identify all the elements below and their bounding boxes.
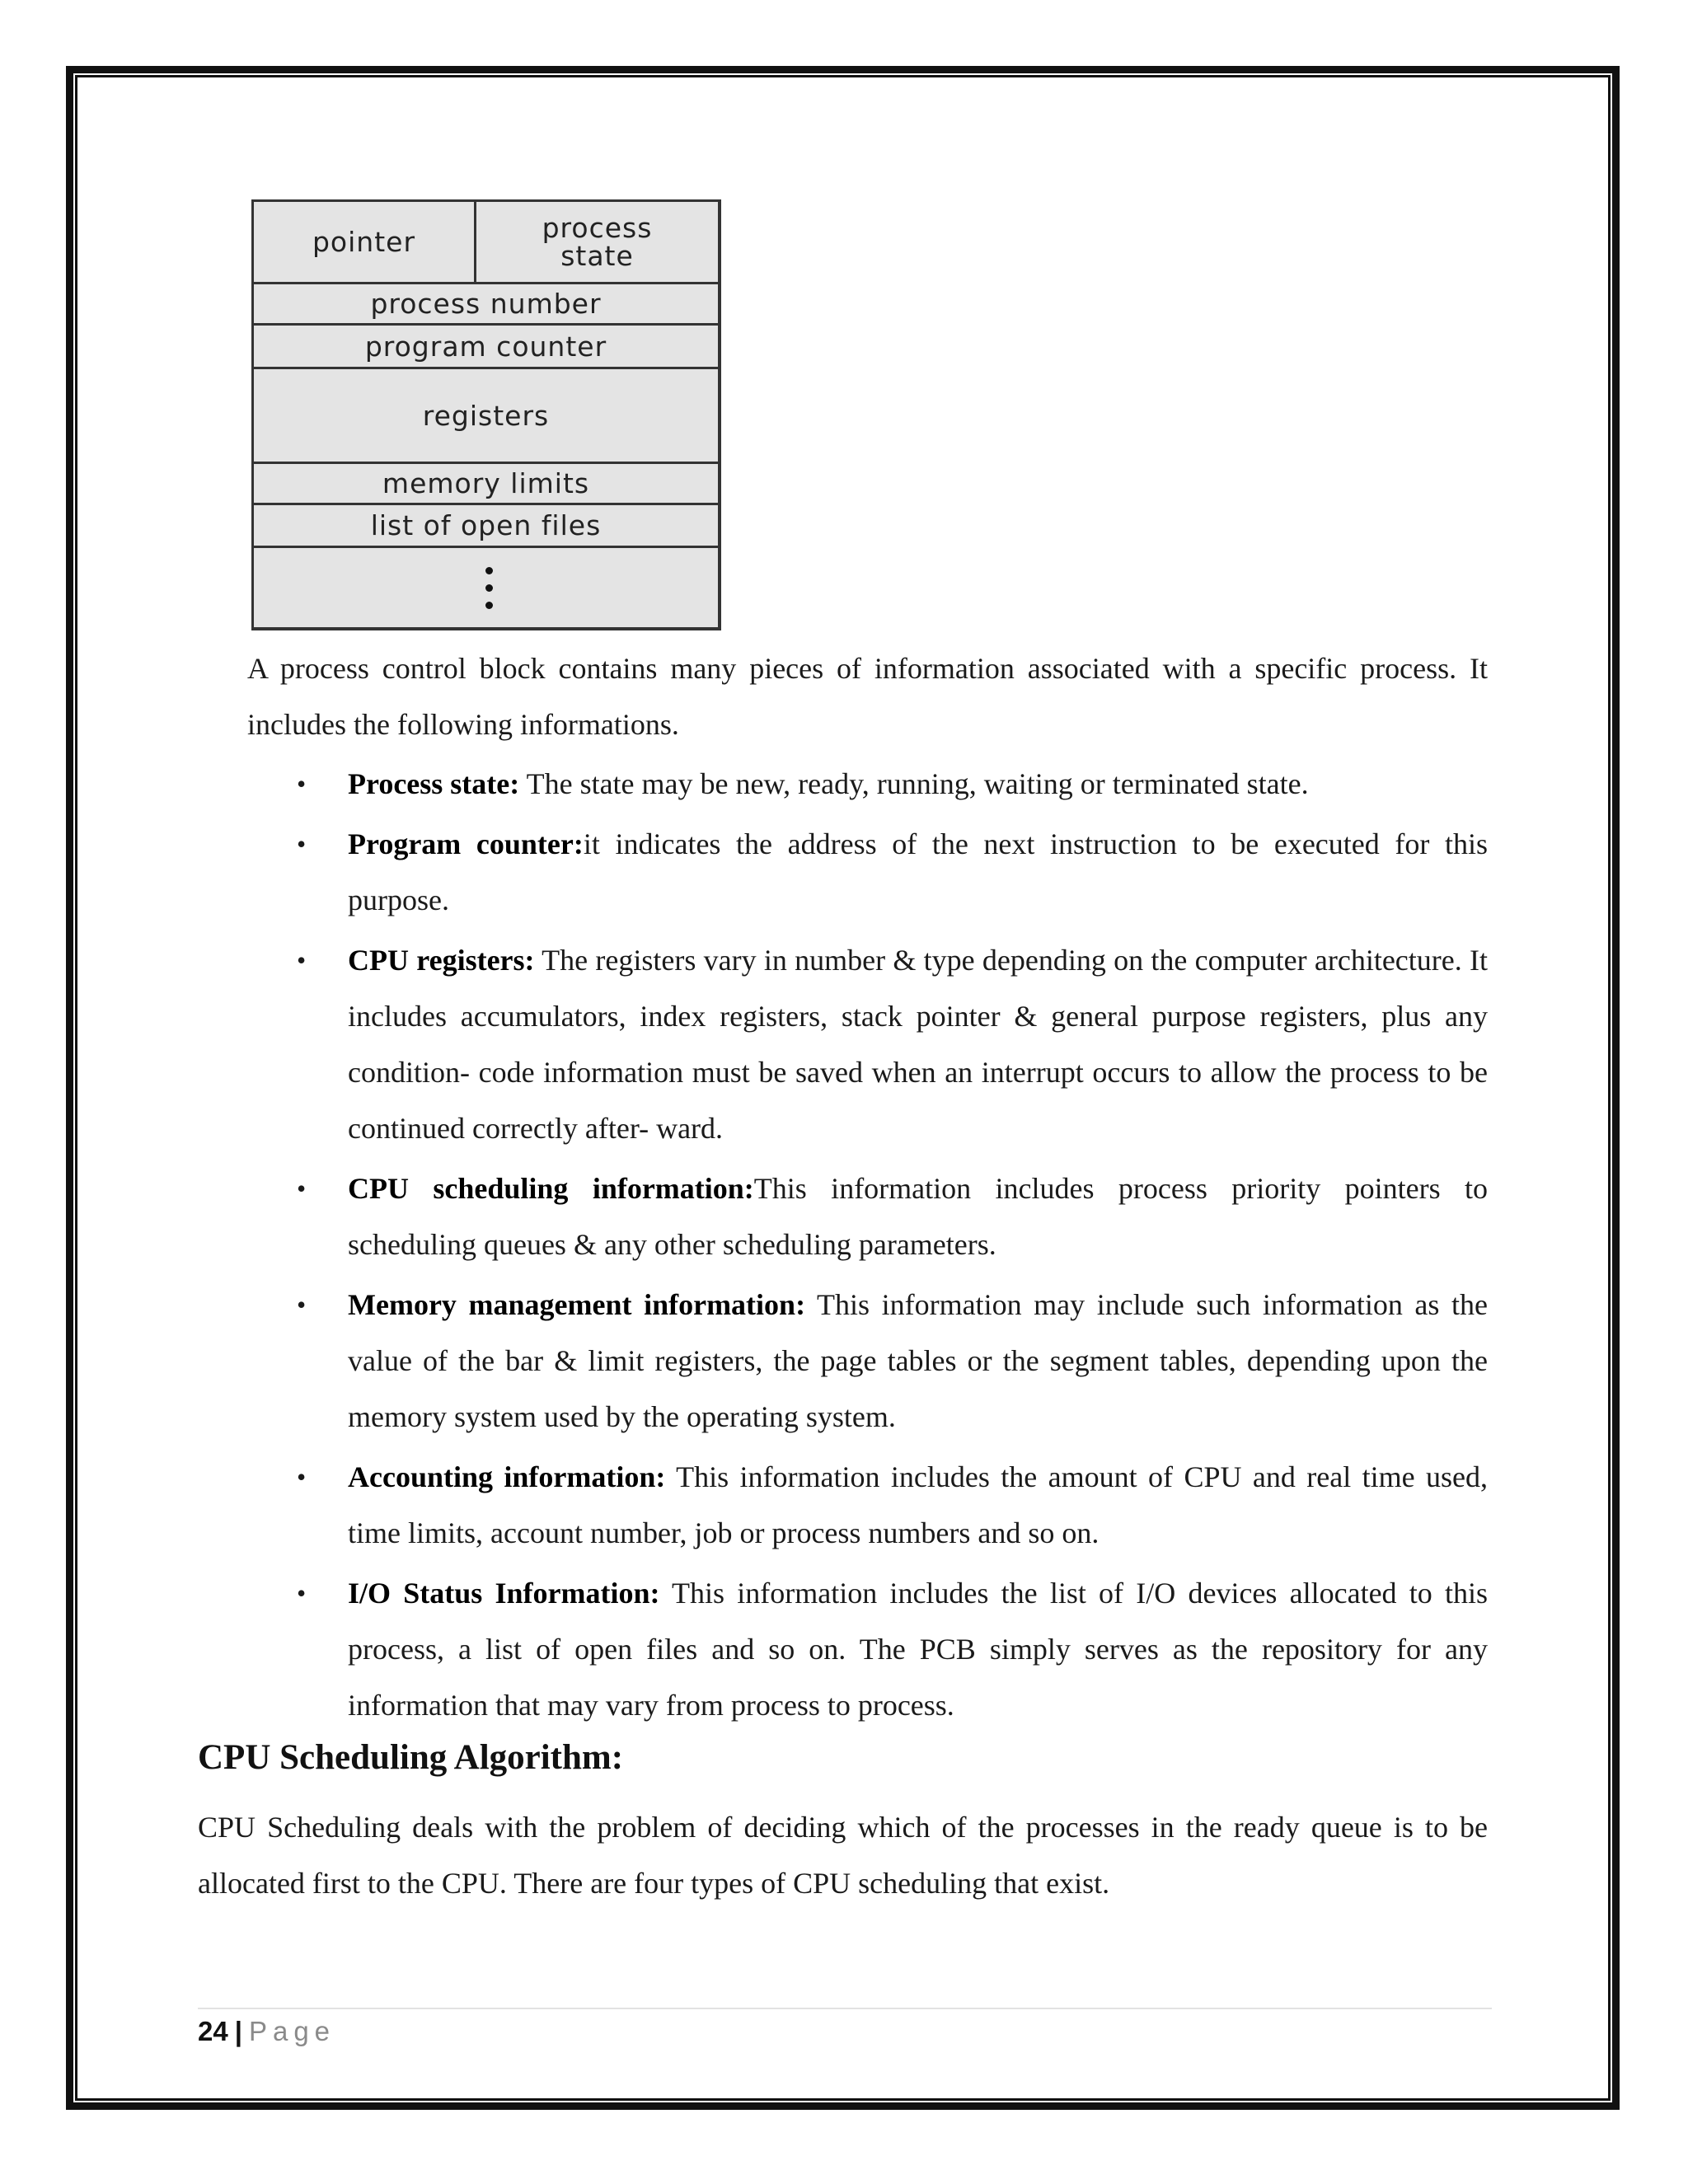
pcb-memory-limits: memory limits bbox=[254, 464, 718, 505]
item-text: The state may be new, ready, running, waiting or terminated state. bbox=[519, 767, 1309, 800]
item-term: Memory management information: bbox=[348, 1288, 806, 1321]
pcb-continuation bbox=[254, 548, 718, 627]
item-term: Accounting information: bbox=[348, 1460, 666, 1493]
footer-divider bbox=[198, 2008, 1492, 2009]
item-text: This information may include such information as the value of the bar & limit registers, the page tables or the segment tables, depending upon the memory system used by the operating system. bbox=[348, 1288, 1488, 1433]
list-item bbox=[251, 1565, 1488, 1733]
item-text: This information includes process priority pointers to scheduling queues & any other scheduling parameters. bbox=[348, 1172, 1488, 1261]
list-item bbox=[251, 756, 1488, 812]
list-item bbox=[251, 1277, 1488, 1445]
item-text: This information includes the list of I/O devices allocated to this process, a list of open files and so on. The PCB simply serves as the repository for any information that may vary from process to process. bbox=[348, 1577, 1489, 1722]
item-text: it indicates the address of the next instruction to be executed for this purpose. bbox=[348, 827, 1488, 916]
pcb-process-state: process state bbox=[542, 211, 653, 272]
pcb-row-pointer-state bbox=[254, 202, 718, 284]
bullet-icon: • bbox=[297, 945, 307, 975]
list-item bbox=[251, 816, 1488, 928]
ellipsis-icon bbox=[485, 567, 493, 609]
process-control-block-diagram bbox=[251, 199, 721, 630]
section-heading: CPU Scheduling Algorithm: bbox=[198, 1738, 624, 1777]
pcb-process-number: process number bbox=[254, 284, 718, 326]
footer-separator: | bbox=[234, 2016, 242, 2046]
item-text: This information includes the amount of CPU and real time used, time limits, account number, job or process numbers and so on. bbox=[348, 1460, 1488, 1549]
list-item bbox=[251, 1449, 1488, 1561]
scheduling-paragraph: CPU Scheduling deals with the problem of deciding which of the processes in the ready queue is to be allocated first to the CPU. There are four types of CPU scheduling that exist. bbox=[198, 1811, 1488, 1900]
item-term: Program counter: bbox=[348, 827, 584, 860]
intro-text: A process control block contains many pieces of information associated with a specific process. It includes the following informations. bbox=[247, 652, 1488, 741]
pcb-open-files: list of open files bbox=[254, 505, 718, 548]
bullet-icon: • bbox=[297, 829, 307, 859]
pcb-pointer: pointer bbox=[254, 202, 476, 282]
pcb-info-list bbox=[251, 756, 1488, 1737]
item-term: CPU registers: bbox=[348, 944, 535, 977]
pcb-program-counter: program counter bbox=[254, 326, 718, 369]
bullet-icon: • bbox=[297, 1462, 307, 1492]
page-label: Page bbox=[248, 2016, 336, 2046]
item-term: Process state: bbox=[348, 767, 520, 800]
item-term: I/O Status Information: bbox=[348, 1577, 660, 1610]
bullet-icon: • bbox=[297, 1578, 307, 1608]
item-term: CPU scheduling information: bbox=[348, 1172, 754, 1205]
page-footer bbox=[198, 2011, 335, 2052]
page-number: 24 bbox=[198, 2016, 228, 2046]
bullet-icon: • bbox=[297, 1174, 307, 1203]
bullet-icon: • bbox=[297, 1290, 307, 1319]
item-text: The registers vary in number & type depending on the computer architecture. It includes accumulators, index registers, stack pointer & general purpose registers, plus any condition- code information must be saved when an interrupt occurs to allow the process to be continued correctly after- ward. bbox=[348, 944, 1489, 1145]
bullet-icon: • bbox=[297, 769, 307, 799]
list-item bbox=[251, 1160, 1488, 1272]
intro-paragraph bbox=[247, 640, 1488, 752]
pcb-registers: registers bbox=[254, 369, 718, 464]
list-item bbox=[251, 932, 1488, 1156]
